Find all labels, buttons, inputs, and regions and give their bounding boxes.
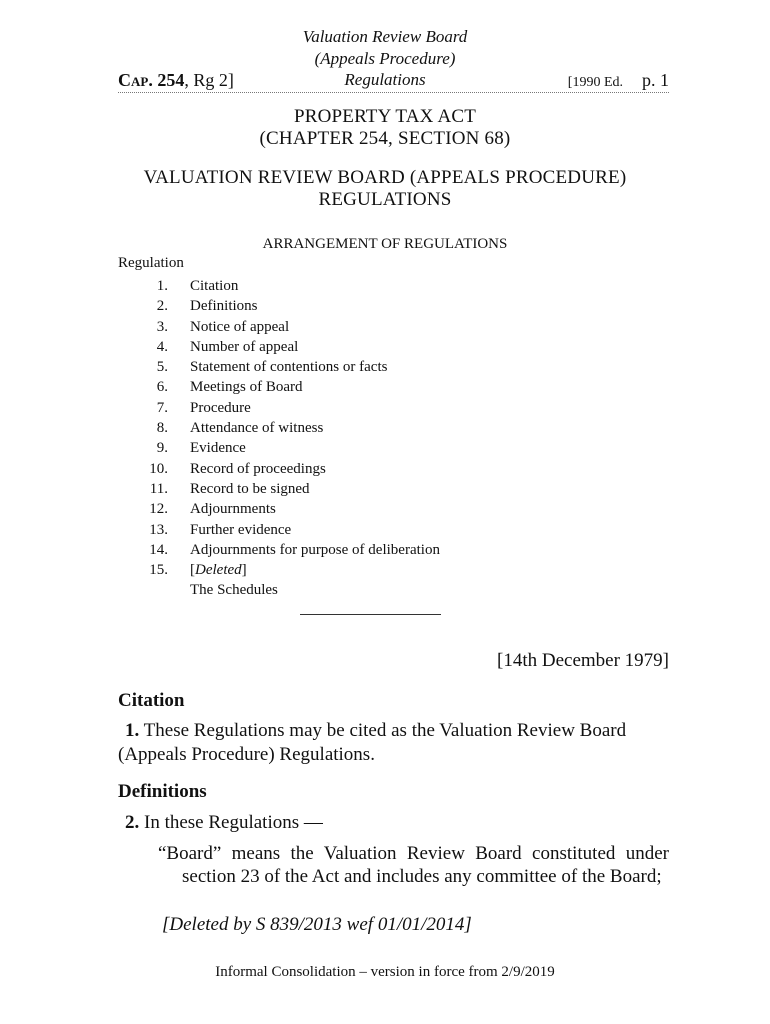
arrangement-item-label: Citation <box>190 278 239 294</box>
arrangement-item <box>118 540 618 560</box>
act-chapter: (CHAPTER 254, SECTION 68) <box>259 128 511 149</box>
definitions-number: 2. <box>125 812 140 833</box>
header-title-line3: Regulations <box>344 70 426 89</box>
regulations-title-line1: VALUATION REVIEW BOARD (APPEALS PROCEDURE) <box>143 167 627 188</box>
citation-paragraph <box>118 719 669 767</box>
arrangement-item <box>118 560 618 580</box>
arrangement-item <box>118 459 618 479</box>
board-definition <box>158 842 669 888</box>
header-cap: Cap. 254 <box>118 70 185 90</box>
arrangement-item <box>118 520 618 540</box>
arrangement-item-label: The Schedules <box>190 582 278 599</box>
act-title: PROPERTY TAX ACT <box>293 106 477 127</box>
arrangement-item-number: 1. <box>156 278 168 294</box>
arrangement-item <box>118 357 618 377</box>
definitions-heading: Definitions <box>118 781 207 802</box>
deleted-note: [Deleted by S 839/2013 wef 01/01/2014] <box>162 914 472 935</box>
arrangement-item-label: Record to be signed <box>190 480 310 497</box>
arrangement-item-number: 13. <box>149 521 168 538</box>
separator-rule <box>300 614 441 615</box>
arrangement-item-number: 14. <box>149 541 168 558</box>
arrangement-item-label: Procedure <box>190 399 251 416</box>
header-title-line2: (Appeals Procedure) <box>314 49 456 68</box>
header-rule <box>118 92 669 93</box>
arrangement-item-number: 8. <box>156 420 168 437</box>
arrangement-item <box>118 337 618 357</box>
arrangement-item-number: 6. <box>156 379 168 396</box>
arrangement-list <box>118 276 618 601</box>
header-page-number: p. 1 <box>642 70 669 90</box>
arrangement-item <box>118 479 618 499</box>
header-cap-suffix: , Rg 2] <box>184 70 234 90</box>
arrangement-item-label: Attendance of witness <box>190 420 324 437</box>
arrangement-item-label: Record of proceedings <box>190 460 326 477</box>
arrangement-item-number: 10. <box>149 460 168 477</box>
arrangement-item <box>118 276 618 296</box>
arrangement-item-label: [Deleted] <box>190 562 247 579</box>
arrangement-item <box>118 499 618 519</box>
citation-heading: Citation <box>118 690 185 711</box>
arrangement-item-label: Further evidence <box>190 521 292 538</box>
definitions-intro-text: In these Regulations — <box>139 812 323 833</box>
arrangement-item <box>118 377 618 397</box>
regulation-column-label: Regulation <box>118 255 184 271</box>
arrangement-item <box>118 296 618 316</box>
citation-text: These Regulations may be cited as the Valuation Review Board (Appeals Procedure) Regulations. <box>118 720 627 765</box>
arrangement-heading: ARRANGEMENT OF REGULATIONS <box>262 236 508 252</box>
definitions-intro <box>118 811 669 835</box>
citation-number: 1. <box>125 720 140 741</box>
header-chapter-ref <box>118 70 234 91</box>
commencement-date: [14th December 1979] <box>497 650 669 671</box>
arrangement-item-label: Number of appeal <box>190 338 299 355</box>
arrangement-item-label: Meetings of Board <box>190 379 303 396</box>
footer-consolidation-note: Informal Consolidation – version in force from 2/9/2019 <box>215 964 555 980</box>
regulations-title-line2: REGULATIONS <box>318 189 452 210</box>
arrangement-item-number: 4. <box>156 338 168 355</box>
arrangement-item-number: 5. <box>156 359 168 376</box>
arrangement-item-number: 9. <box>156 440 168 457</box>
arrangement-item <box>118 398 618 418</box>
arrangement-item-number: 2. <box>156 298 168 315</box>
arrangement-item-label: Definitions <box>190 298 258 315</box>
arrangement-item-number: 11. <box>149 480 168 497</box>
arrangement-item <box>118 317 618 337</box>
header-edition-page <box>568 70 669 91</box>
arrangement-item <box>118 418 618 438</box>
arrangement-item-label: Statement of contentions or facts <box>190 359 388 376</box>
arrangement-item-number: 12. <box>149 501 168 518</box>
arrangement-item-label: Notice of appeal <box>190 318 290 335</box>
arrangement-item-number: 15. <box>149 562 168 579</box>
arrangement-item-label: Adjournments for purpose of deliberation <box>190 541 440 558</box>
arrangement-item-label: Evidence <box>190 440 246 457</box>
arrangement-item <box>118 580 618 600</box>
arrangement-item-label: Adjournments <box>190 501 276 518</box>
arrangement-item-number: 7. <box>156 399 168 416</box>
arrangement-item-number: 3. <box>156 318 168 335</box>
header-title-line1: Valuation Review Board <box>302 27 468 46</box>
board-definition-text: “Board” means the Valuation Review Board constituted under section 23 of the Act and includes any committee of the Board; <box>158 843 669 887</box>
arrangement-item <box>118 438 618 458</box>
header-edition: [1990 Ed. <box>567 75 623 90</box>
